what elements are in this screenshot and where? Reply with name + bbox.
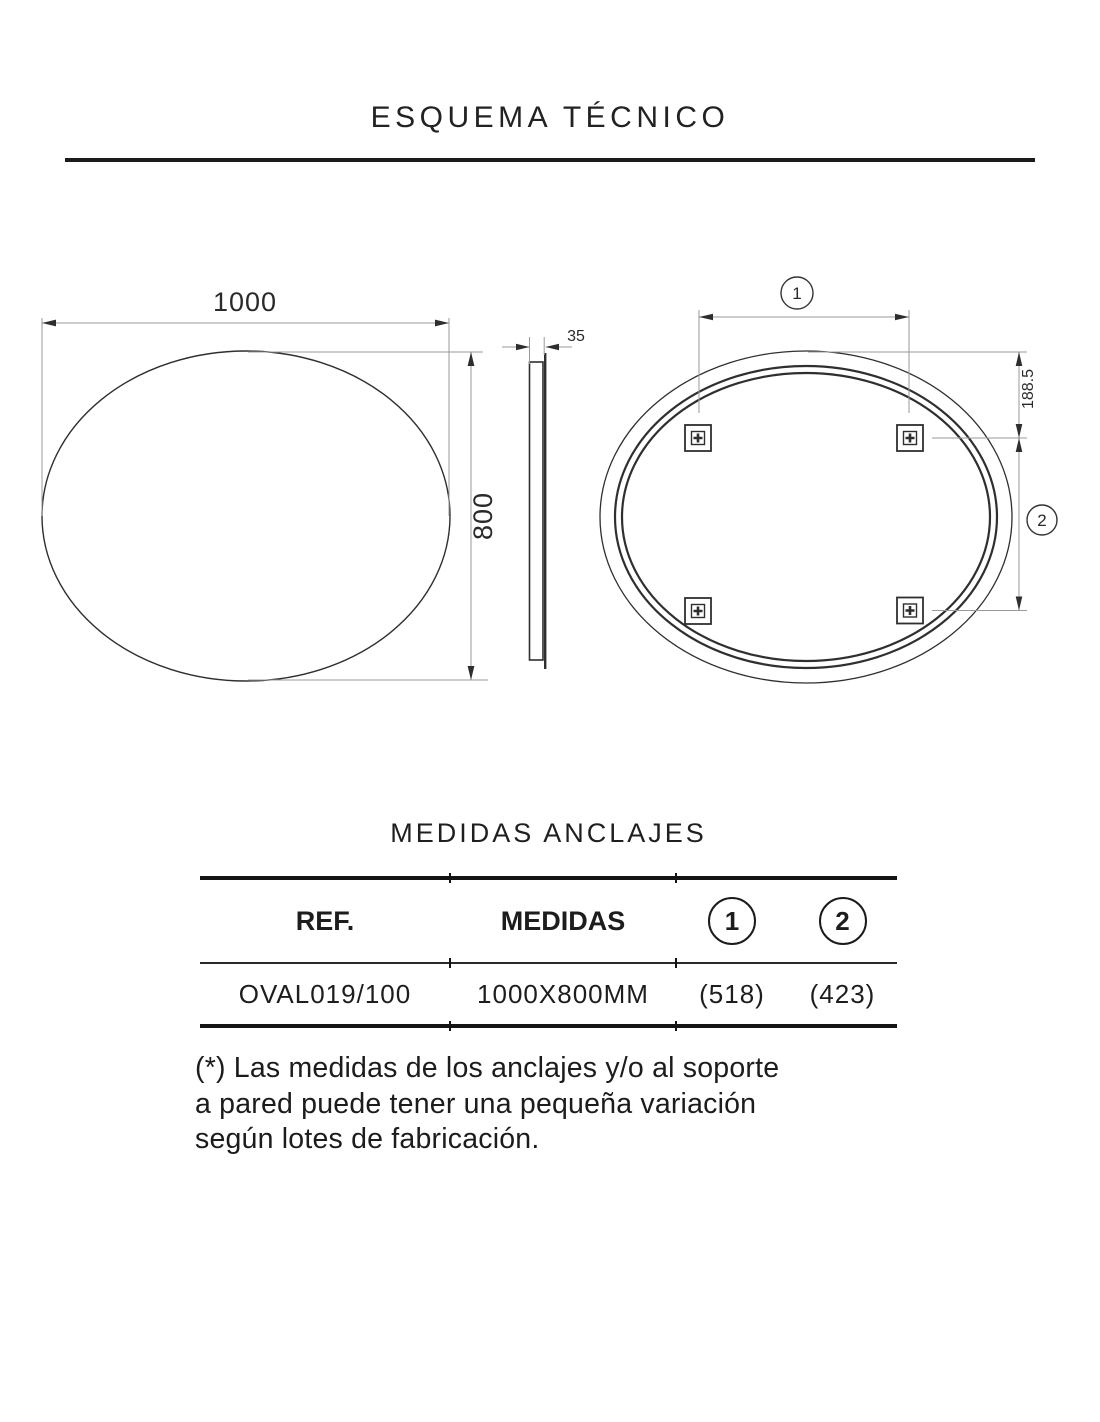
footnote — [195, 1051, 779, 1158]
cell-medidas: 1000X800MM — [477, 978, 649, 1009]
column-divider-tick — [449, 873, 451, 883]
anchor-mount-bottom-right-icon — [897, 598, 923, 624]
cell-val1: (518) — [699, 978, 765, 1009]
table-top-border — [200, 876, 897, 880]
header-callout-2 — [788, 897, 897, 945]
column-divider-tick — [449, 958, 451, 968]
anchors-table-title: MEDIDAS ANCLAJES — [390, 818, 707, 848]
technical-drawing — [0, 250, 1100, 720]
footnote-line-3: según lotes de fabricación. — [195, 1123, 540, 1155]
back-top-offset-dimension-label: 188.5 — [1020, 368, 1037, 410]
footnote-line-2: a pared puede tener una pequeña variación — [195, 1087, 757, 1120]
page-title: ESQUEMA TÉCNICO — [370, 101, 730, 134]
side-view-frame-outline — [530, 362, 544, 660]
callout-1-label: 1 — [792, 284, 802, 303]
column-divider-tick — [675, 958, 677, 968]
back-view — [600, 277, 1057, 683]
side-view — [502, 328, 585, 669]
header-medidas: MEDIDAS — [500, 905, 626, 936]
table-header-row — [200, 880, 897, 962]
title-divider-rule — [65, 158, 1035, 162]
footnote-line-1: (*) Las medidas de los anclajes y/o al soporte — [195, 1052, 780, 1084]
back-view-inner-ring — [622, 373, 990, 661]
front-height-dimension-label: 800 — [468, 491, 498, 541]
table-data-row — [200, 964, 897, 1024]
back-view-frame-ring — [615, 366, 997, 668]
cell-val2: (423) — [809, 978, 876, 1009]
callout-1-badge: 1 — [708, 897, 756, 945]
callout-2-label: 2 — [1037, 511, 1047, 530]
back-view-outer-outline — [600, 351, 1012, 683]
anchors-table — [200, 876, 897, 1028]
column-divider-tick — [675, 1021, 677, 1031]
cell-ref: OVAL019/100 — [238, 978, 412, 1009]
header-callout-1 — [676, 897, 788, 945]
front-width-dimension-label: 1000 — [212, 287, 278, 317]
anchor-mount-top-left-icon — [685, 425, 711, 451]
front-view-mirror-outline — [42, 351, 450, 681]
column-divider-tick — [449, 1021, 451, 1031]
callout-2-badge: 2 — [819, 897, 867, 945]
column-divider-tick — [675, 873, 677, 883]
anchor-mount-bottom-left-icon — [685, 598, 711, 624]
front-view — [42, 287, 498, 681]
table-middle-border — [200, 962, 897, 964]
header-ref: REF. — [295, 905, 355, 936]
table-bottom-border — [200, 1024, 897, 1028]
side-thickness-dimension-label: 35 — [567, 328, 585, 345]
anchor-mount-top-right-icon — [897, 425, 923, 451]
